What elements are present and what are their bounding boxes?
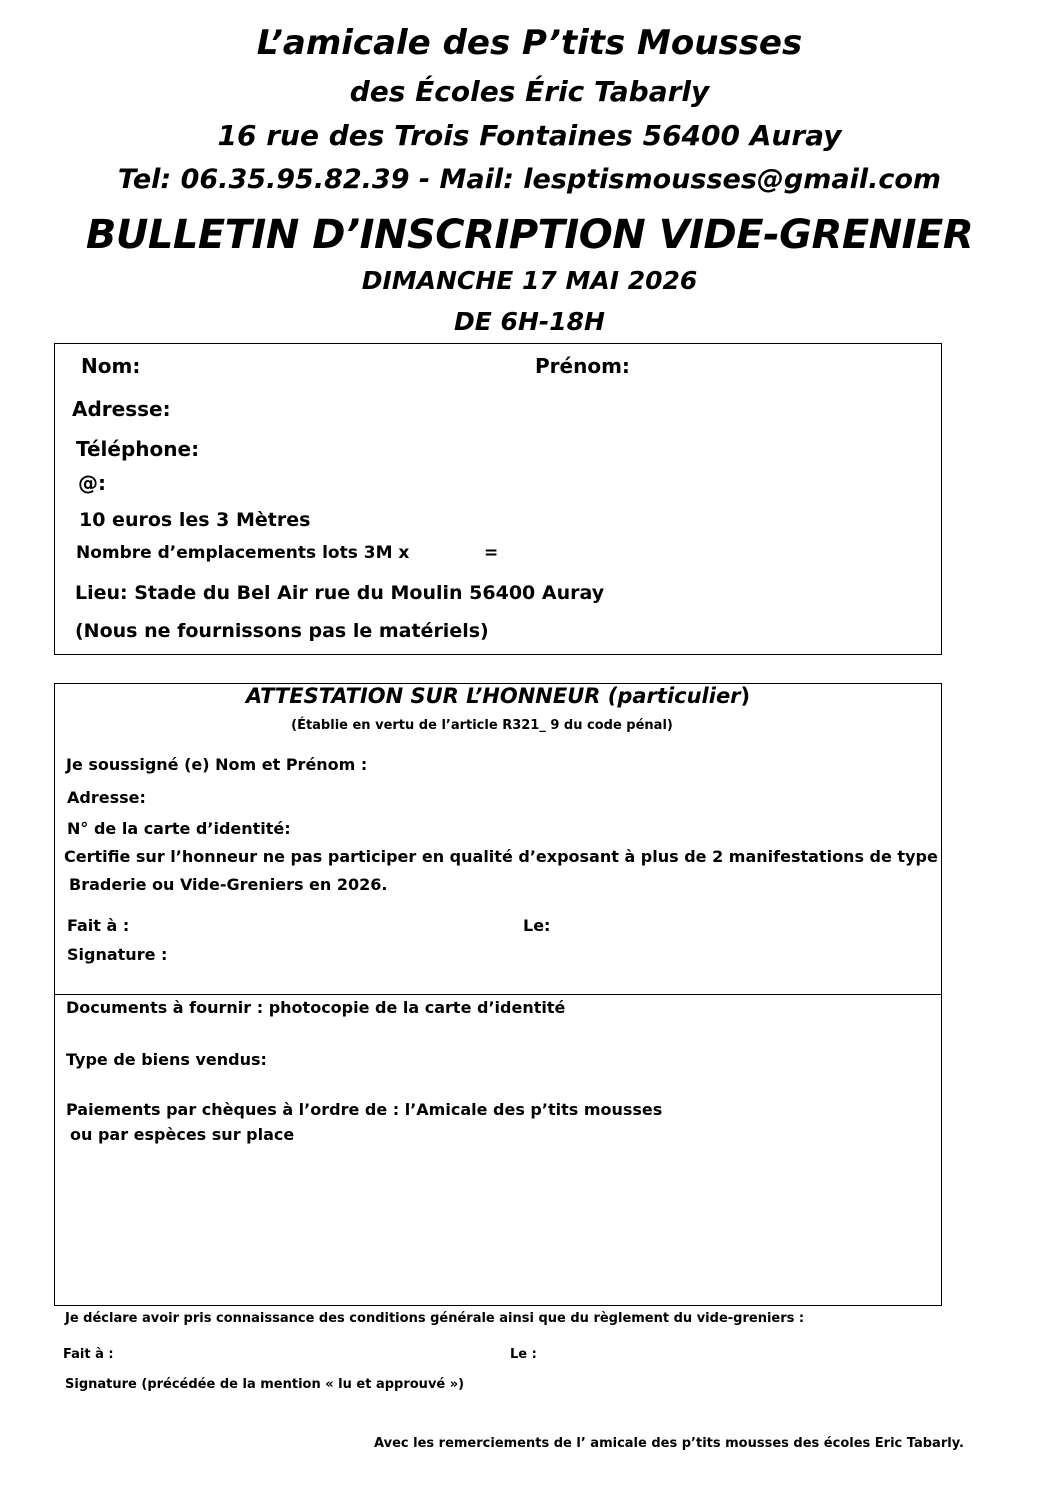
footer-signature-label: Signature (précédée de la mention « lu et approuvé ») [65, 1377, 465, 1392]
registration-box [54, 343, 942, 655]
attestation-title-main: ATTESTATION SUR L’HONNEUR (particulier [245, 684, 741, 708]
footer-le-label: Le : [510, 1347, 537, 1362]
lots-equals: = [484, 543, 499, 563]
attestation-title-close: ) [740, 684, 751, 708]
price-info: 10 euros les 3 Mètres [79, 509, 311, 531]
paiements-line1: Paiements par chèques à l’ordre de : l’Amicale des p’tits mousses [66, 1100, 663, 1119]
prenom-label: Prénom: [535, 354, 630, 378]
event-hours: DE 6H-18H [454, 307, 605, 336]
attestation-fait-label: Fait à : [67, 916, 130, 935]
type-biens-label: Type de biens vendus: [66, 1050, 267, 1069]
certifie-line1: Certifie sur l’honneur ne pas participer en qualité d’exposant à plus de 2 manifestations de type [64, 847, 938, 866]
telephone-label: Téléphone: [76, 437, 200, 461]
certifie-line2: Braderie ou Vide-Greniers en 2026. [69, 875, 388, 894]
material-note: (Nous ne fournissons pas le matériels) [75, 620, 489, 642]
documents-info: Documents à fournir : photocopie de la carte d’identité [66, 998, 566, 1017]
adresse-label: Adresse: [72, 397, 171, 421]
footer-fait-label: Fait à : [63, 1347, 114, 1362]
nom-label: Nom: [81, 354, 141, 378]
attestation-subtitle: (Établie en vertu de l’article R321_ 9 du code pénal) [291, 718, 673, 733]
page-title: BULLETIN D’INSCRIPTION VIDE-GRENIER [85, 212, 974, 258]
lots-label: Nombre d’emplacements lots 3M x [76, 543, 410, 563]
org-name: L’amicale des P’tits Mousses [256, 23, 803, 63]
attestation-signature-label: Signature : [67, 945, 168, 964]
attestation-title [0, 686, 996, 707]
attestation-adresse-label: Adresse: [67, 788, 146, 807]
thanks-text: Avec les remerciements de l’ amicale des p’tits mousses des écoles Eric Tabarly. [374, 1436, 964, 1451]
declaration-text: Je déclare avoir pris connaissance des conditions générale ainsi que du règlement du vide-greniers : [65, 1311, 805, 1326]
org-address: 16 rue des Trois Fontaines 56400 Auray [217, 119, 842, 152]
email-label: @: [78, 471, 106, 495]
schools-name: des Écoles Éric Tabarly [349, 75, 710, 108]
paiements-line2: ou par espèces sur place [70, 1125, 295, 1144]
carte-identite-label: N° de la carte d’identité: [67, 819, 291, 838]
event-date: DIMANCHE 17 MAI 2026 [361, 266, 698, 295]
lieu-info: Lieu: Stade du Bel Air rue du Moulin 56400 Auray [75, 582, 605, 604]
attestation-le-label: Le: [523, 916, 551, 935]
attestation-divider [54, 994, 942, 995]
org-contact: Tel: 06.35.95.82.39 - Mail: lesptismousses@gmail.com [117, 164, 942, 195]
soussigne-label: Je soussigné (e) Nom et Prénom : [66, 755, 368, 774]
